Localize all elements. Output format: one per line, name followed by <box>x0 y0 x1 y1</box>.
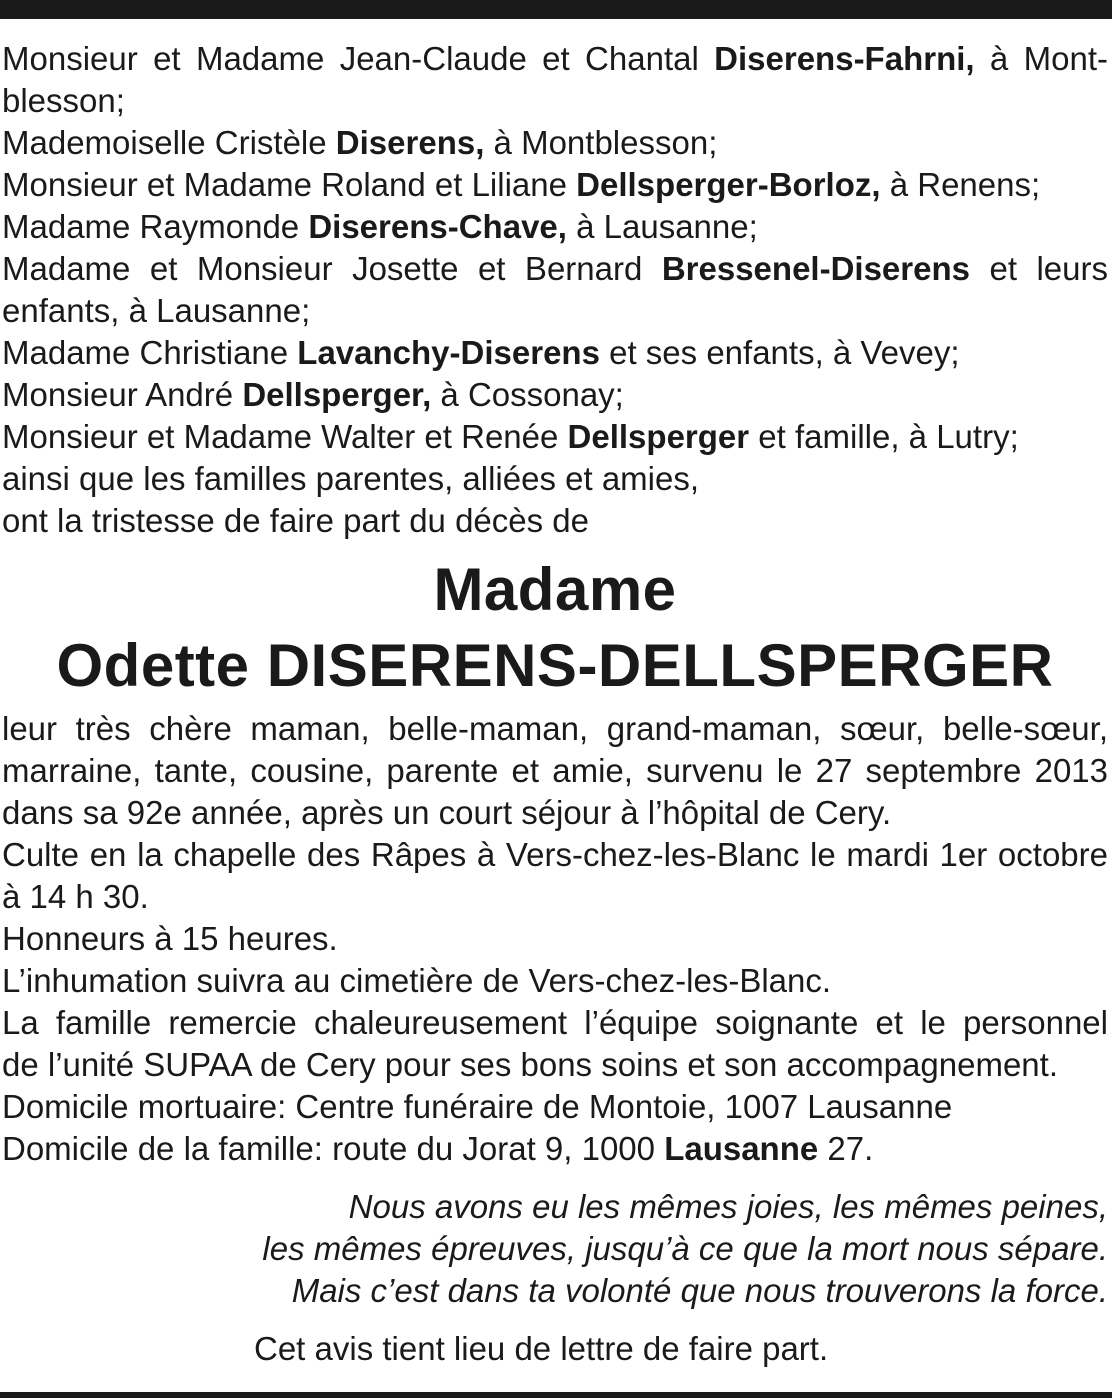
mourner-line-cont: enfants, à Lausanne; <box>2 292 311 329</box>
closing-note: Cet avis tient lieu de lettre de faire part. <box>254 1330 829 1367</box>
mourner-line: Madame et Monsieur Josette et Bernard Bressenel-Diserens et leurs <box>2 250 1109 287</box>
city-name: Lausanne <box>664 1130 819 1167</box>
deceased-name: Odette DISERENS-DELLSPERGER <box>56 632 1054 699</box>
mourner-line: Monsieur et Madame Roland et Liliane Dellsperger-Borloz, à Renens; <box>2 166 1041 203</box>
obituary-notice <box>2 38 1108 1370</box>
mourner-line: Mademoiselle Cristèle Diserens, à Montblesson; <box>2 124 718 161</box>
body-line: La famille remercie chaleureusement l’équipe soignante et le personnel <box>2 1004 1108 1041</box>
intro-line: ont la tristesse de faire part du décès de <box>2 502 590 539</box>
family-name: Lavanchy-Diserens <box>297 334 600 371</box>
family-name: Dellsperger <box>567 418 750 455</box>
bottom-rule <box>0 1392 1112 1398</box>
mourner-line-cont: blesson; <box>2 82 125 119</box>
poem <box>2 1186 1108 1312</box>
family-name: Dellsperger-Borloz, <box>576 166 881 203</box>
top-rule <box>0 0 1112 19</box>
family-name: Diserens-Chave, <box>308 208 567 245</box>
body-line: dans sa 92e année, après un court séjour à l’hôpital de Cery. <box>2 794 892 831</box>
body-line: Honneurs à 15 heures. <box>2 920 338 957</box>
family-name: Dellsperger, <box>242 376 432 413</box>
body-line: de l’unité SUPAA de Cery pour ses bons soins et son accompagnement. <box>2 1046 1058 1083</box>
body-line: Culte en la chapelle des Râpes à Vers-chez-les-Blanc le mardi 1er octobre <box>2 836 1108 873</box>
body-line: Domicile mortuaire: Centre funéraire de Montoie, 1007 Lausanne <box>2 1088 953 1125</box>
body-line: leur très chère maman, belle-maman, grand-maman, sœur, belle-sœur, <box>2 710 1108 747</box>
family-name: Diserens-Fahrni, <box>714 40 975 77</box>
family-name: Diserens, <box>335 124 485 161</box>
mourner-line: Monsieur et Madame Walter et Renée Dellsperger et famille, à Lutry; <box>2 418 1019 455</box>
poem-line: Mais c’est dans ta volonté que nous trouverons la force. <box>291 1272 1108 1309</box>
body-line: à 14 h 30. <box>2 878 149 915</box>
body-line: marraine, tante, cousine, parente et amie, survenu le 27 septembre 2013 <box>2 752 1108 789</box>
mourner-line: Monsieur André Dellsperger, à Cossonay; <box>2 376 624 413</box>
deceased-honorific: Madame <box>433 556 677 623</box>
intro-line: ainsi que les familles parentes, alliées et amies, <box>2 460 700 497</box>
mourner-line: Monsieur et Madame Jean-Claude et Chantal Diserens-Fahrni, à Mont- <box>2 40 1108 77</box>
body-line: Domicile de la famille: route du Jorat 9, 1000 Lausanne 27. <box>2 1130 874 1167</box>
deceased-heading <box>2 552 1108 704</box>
body-line: L’inhumation suivra au cimetière de Vers-chez-les-Blanc. <box>2 962 832 999</box>
poem-line: Nous avons eu les mêmes joies, les mêmes peines, <box>348 1188 1108 1225</box>
mourner-line: Madame Raymonde Diserens-Chave, à Lausanne; <box>2 208 758 245</box>
poem-line: les mêmes épreuves, jusqu’à ce que la mort nous sépare. <box>262 1230 1108 1267</box>
mourner-line: Madame Christiane Lavanchy-Diserens et ses enfants, à Vevey; <box>2 334 960 371</box>
family-name: Bressenel-Diserens <box>661 250 970 287</box>
